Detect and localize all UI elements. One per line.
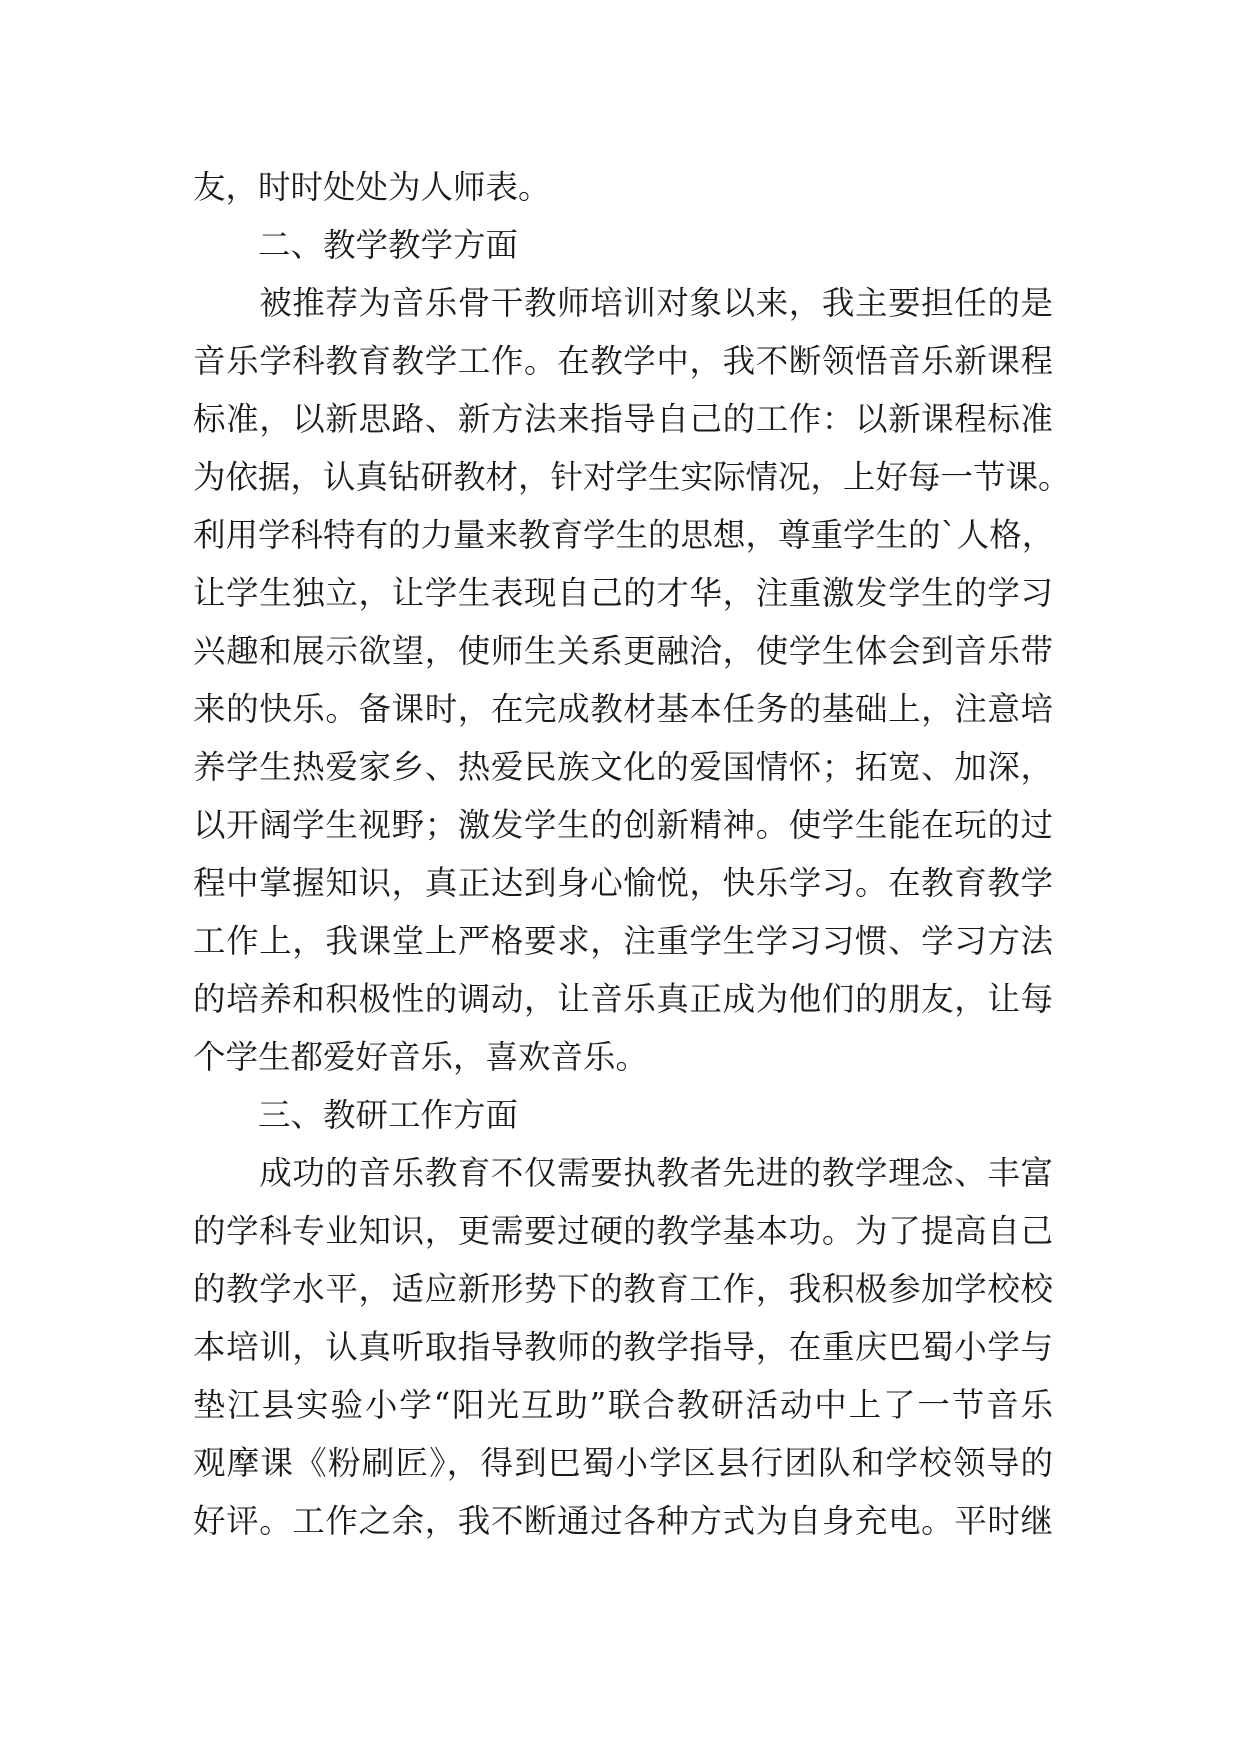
section-heading-3: 三、教研工作方面 (193, 1096, 519, 1134)
text-line-16: 个学生都爱好音乐，喜欢音乐。 (193, 1038, 649, 1076)
text-line-6: 为依据，认真钻研教材，针对学生实际情况，上好每一节课。 (193, 458, 1071, 496)
text-line-13: 程中掌握知识，真正达到身心愉悦，快乐学习。在教育教学 (193, 864, 1053, 902)
text-line-8: 让学生独立，让学生表现自己的才华，注重激发学生的学习 (193, 574, 1053, 612)
section-heading-2: 二、教学教学方面 (193, 226, 519, 264)
text-line-4: 音乐学科教育教学工作。在教学中，我不断领悟音乐新课程 (193, 342, 1053, 380)
text-line-19: 的学科专业知识，更需要过硬的教学基本功。为了提高自己 (193, 1212, 1053, 1250)
text-line-18: 成功的音乐教育不仅需要执教者先进的教学理念、丰富 (193, 1154, 1053, 1192)
text-line-1: 友，时时处处为人师表。 (193, 168, 551, 206)
text-line-14: 工作上，我课堂上严格要求，注重学生学习习惯、学习方法 (193, 922, 1053, 960)
text-line-12: 以开阔学生视野；激发学生的创新精神。使学生能在玩的过 (193, 806, 1053, 844)
text-line-5: 标准，以新思路、新方法来指导自己的工作：以新课程标准 (193, 400, 1053, 438)
text-line-20: 的教学水平，适应新形势下的教育工作，我积极参加学校校 (193, 1270, 1053, 1308)
text-line-22: 垫江县实验小学“阳光互助”联合教研活动中上了一节音乐 (193, 1386, 1053, 1424)
text-line-7: 利用学科特有的力量来教育学生的思想，尊重学生的`人格， (193, 516, 1055, 554)
text-line-9: 兴趣和展示欲望，使师生关系更融洽，使学生体会到音乐带 (193, 632, 1053, 670)
text-line-23: 观摩课《粉刷匠》，得到巴蜀小学区县行团队和学校领导的 (193, 1444, 1053, 1482)
text-line-21: 本培训，认真听取指导教师的教学指导，在重庆巴蜀小学与 (193, 1328, 1053, 1366)
text-line-11: 养学生热爱家乡、热爱民族文化的爱国情怀；拓宽、加深， (193, 748, 1053, 786)
text-line-24: 好评。工作之余，我不断通过各种方式为自身充电。平时继 (193, 1502, 1053, 1540)
text-line-3: 被推荐为音乐骨干教师培训对象以来，我主要担任的是 (193, 284, 1053, 322)
text-line-15: 的培养和积极性的调动，让音乐真正成为他们的朋友，让每 (193, 980, 1053, 1018)
text-line-10: 来的快乐。备课时，在完成教材基本任务的基础上，注意培 (193, 690, 1053, 728)
